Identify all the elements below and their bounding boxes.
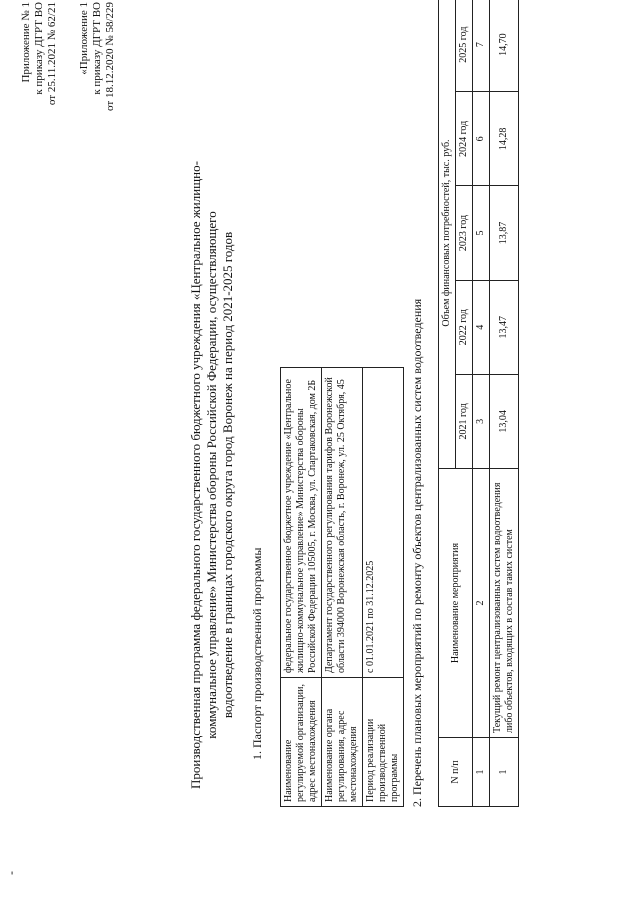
row-name: Текущий ремонт централизованных систем водоотведения либо объектов, входящих в состав таких систем bbox=[490, 469, 519, 738]
passport-value: федеральное государственное бюджетное учреждение «Центральное жилищно-коммунальное управление» Министерства обороны Российской Федерации 105005, г. Москва, ул. Спартаковская, дом 2Б bbox=[281, 368, 322, 678]
passport-value: с 01.01.2021 по 31.12.2025 bbox=[363, 368, 404, 678]
row-value-2025: 14,70 bbox=[490, 0, 519, 92]
row-value-2024: 14,28 bbox=[490, 92, 519, 186]
year-2023-header: 2023 год bbox=[456, 186, 473, 280]
document-title bbox=[188, 115, 236, 835]
index-cell: 5 bbox=[473, 186, 490, 280]
year-2022-header: 2022 год bbox=[456, 280, 473, 374]
passport-label: Наименование органа регулирования, адрес местонахождения bbox=[322, 678, 363, 807]
passport-row bbox=[322, 368, 363, 807]
appendix-2-line-1: «Приложение 1 bbox=[78, 2, 90, 75]
title-line-2: коммунальное управление» Министерства обороны Российской Федерации, осуществляющего bbox=[204, 211, 219, 739]
row-value-2022: 13,47 bbox=[490, 280, 519, 374]
year-2021-header: 2021 год bbox=[456, 374, 473, 468]
row-value-2021: 13,04 bbox=[490, 374, 519, 468]
appendix-2-line-3: от 18.12.2020 № 58/229 bbox=[104, 2, 116, 111]
title-line-1: Производственная программа федерального государственного бюджетного учреждения «Центральное жилищно- bbox=[188, 161, 203, 789]
passport-label: Период реализации производственной программы bbox=[363, 678, 404, 807]
passport-table bbox=[280, 367, 404, 807]
col-num-header: N п/п bbox=[439, 738, 473, 807]
corner-mark: - bbox=[4, 871, 18, 875]
passport-value: Департамент государственного регулирования тарифов Воронежской области 394000 Воронежская область, г. Воронеж, ул. 25 Октября, 45 bbox=[322, 368, 363, 678]
appendix-1-line-1: Приложение № 1 bbox=[20, 2, 32, 83]
index-cell: 6 bbox=[473, 92, 490, 186]
appendix-1-block bbox=[20, 2, 59, 262]
title-line-3: водоотведение в границах городского округа город Воронеж на период 2021-2025 годов bbox=[220, 231, 235, 719]
year-2024-header: 2024 год bbox=[456, 92, 473, 186]
appendix-2-block bbox=[78, 2, 117, 262]
row-num: 1 bbox=[490, 738, 519, 807]
index-cell: 7 bbox=[473, 0, 490, 92]
year-2025-header: 2025 год bbox=[456, 0, 473, 92]
appendix-2-line-2: к приказу ДГРТ ВО bbox=[91, 2, 103, 95]
passport-label: Наименование регулируемой организации, адрес местонахождения bbox=[281, 678, 322, 807]
col-name-header: Наименование мероприятия bbox=[439, 469, 473, 738]
appendix-1-line-3: от 25.11.2021 № 62/21 bbox=[46, 2, 58, 106]
table-index-row bbox=[473, 0, 490, 807]
index-cell: 3 bbox=[473, 374, 490, 468]
row-value-2023: 13,87 bbox=[490, 186, 519, 280]
measures-table bbox=[438, 0, 519, 807]
passport-row bbox=[363, 368, 404, 807]
index-cell: 4 bbox=[473, 280, 490, 374]
table-row bbox=[490, 0, 519, 807]
index-cell: 2 bbox=[473, 469, 490, 738]
index-cell: 1 bbox=[473, 738, 490, 807]
section-2-heading: 2. Перечень плановых мероприятий по ремонту объектов централизованных систем водоотведения bbox=[410, 298, 424, 807]
col-finance-header: Объем финансовых потребностей, тыс. руб. bbox=[439, 0, 456, 469]
passport-row bbox=[281, 368, 322, 807]
section-1-heading: 1. Паспорт производственной программы bbox=[250, 547, 264, 760]
table-header-row bbox=[439, 0, 456, 807]
appendix-1-line-2: к приказу ДГРТ ВО bbox=[33, 2, 45, 95]
